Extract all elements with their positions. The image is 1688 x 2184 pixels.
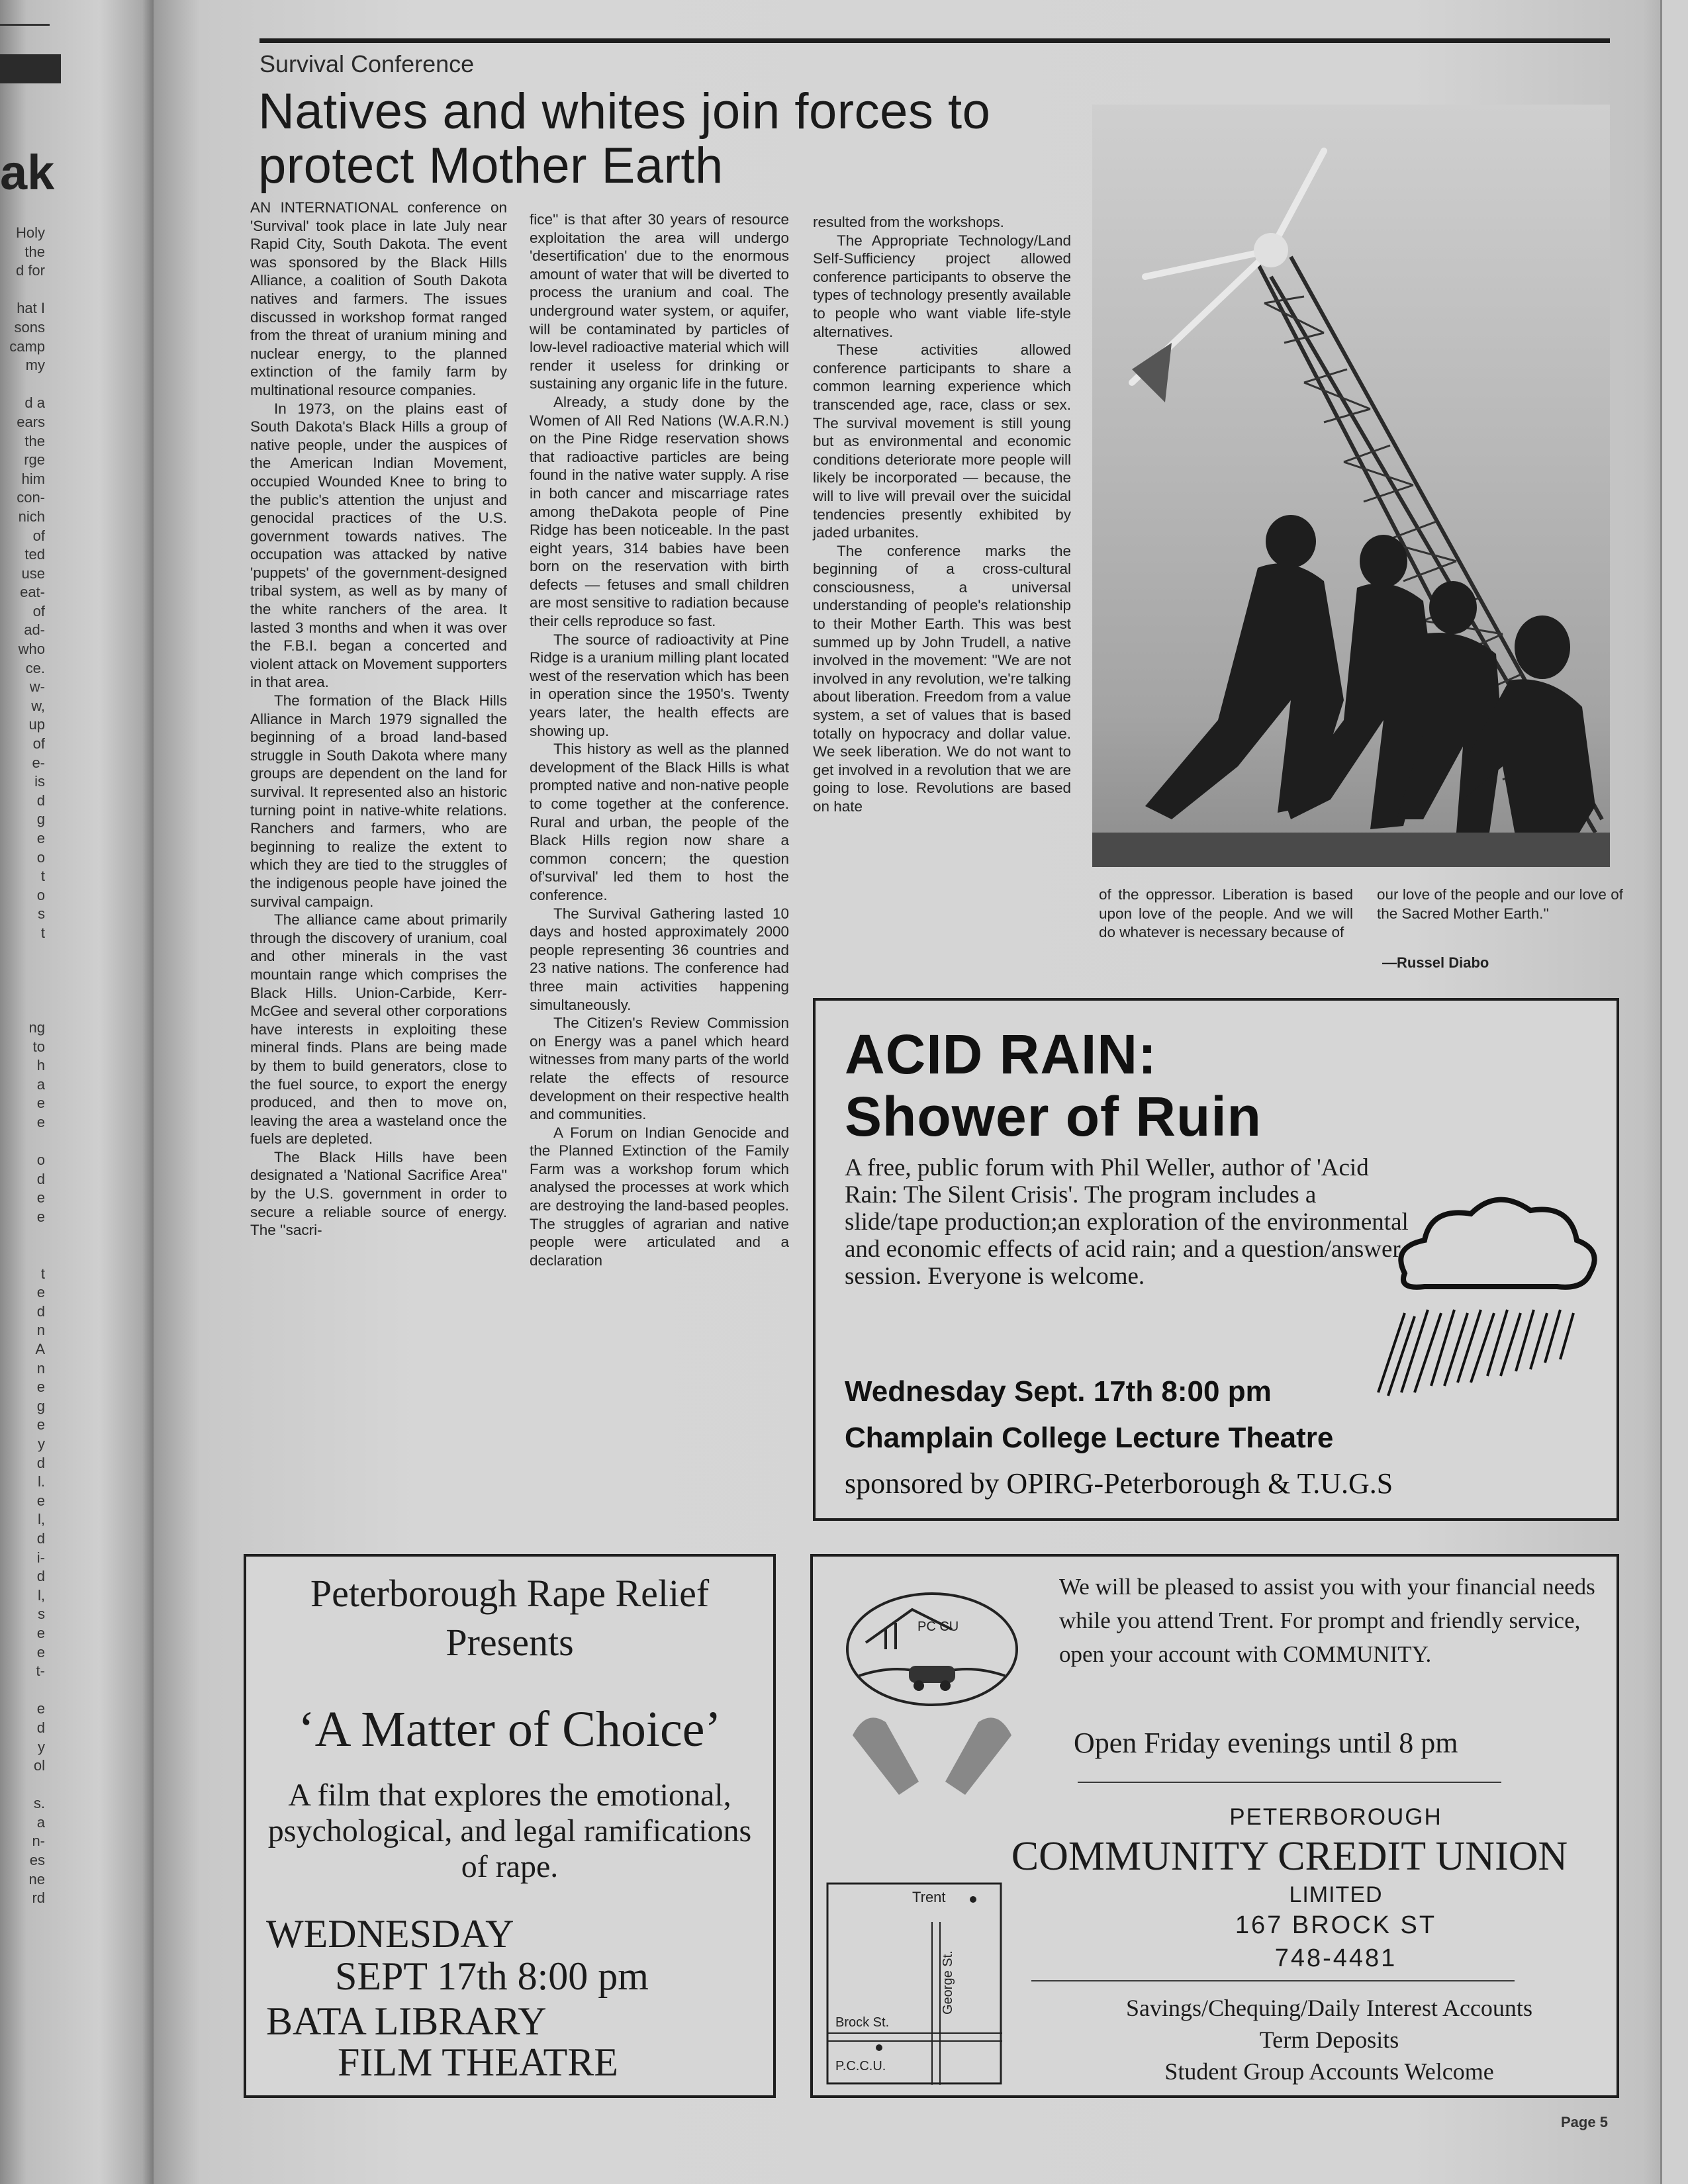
article-paragraph: These activities allowed conference participants to share a common learning experience which transcended age, race, class or sex. The survival movement is still young but as environmental and economic conditions deteriorate more people will likely be incorporated — because, the will to live will prevail over the suicidal tendencies presently exhibited by jaded urbanites. [813,341,1071,541]
text-fragment: of [32,527,45,544]
article-column-4-tail: of the oppressor. Liberation is based upon love of the people. And we will do whatever is necessary because of [1099,886,1353,941]
text-fragment: ol [33,1757,45,1774]
article-column-5-tail: our love of the people and our love of the Sacred Mother Earth.'' [1377,886,1623,922]
text-fragment [0,981,45,1000]
text-fragment: e [36,1208,45,1225]
wind-turbine-photo [1092,105,1610,867]
text-fragment: g [36,1397,45,1414]
acid-rain-description: A free, public forum with Phil Weller, author of 'Acid Rain: The Silent Crisis'. The program includes a slide/tape production;an exploration of the environmental and economic effects of acid rain; and a question/answer session. Everyone is welcome. [845,1154,1409,1290]
text-fragment: e [36,1643,45,1661]
text-fragment: the [24,243,45,260]
text-fragment: e [36,1095,45,1112]
rape-relief-ad [244,1554,776,2098]
credit-union-services [1031,1992,1627,2087]
previous-page-rule [0,24,50,26]
text-fragment: of [32,735,45,752]
text-fragment: e [36,1379,45,1396]
rape-relief-film-title: ‘A Matter of Choice’ [298,1702,722,1757]
text-fragment: l. [38,1473,45,1490]
text-fragment: d [36,1568,45,1585]
location-map [826,1882,1002,2085]
text-fragment: d [36,1719,45,1736]
credit-union-city: PETERBOROUGH [1229,1804,1442,1830]
article-paragraph: resulted from the workshops. [813,214,1004,230]
text-fragment: who [18,641,45,658]
article-paragraph: The Appropriate Technology/Land Self-Sufficiency project allowed conference participants to observe the types of technology presently available to people who want viable life-style alternatives. [813,232,1071,340]
text-fragment: s [38,905,45,923]
rape-relief-day: WEDNESDAY [266,1912,514,1956]
text-fragment: eat- [20,584,45,601]
credit-union-name: COMMUNITY CREDIT UNION [1011,1834,1568,1879]
text-fragment: ne [28,1870,45,1888]
text-fragment: h [36,1057,45,1074]
text-fragment: a [36,1075,45,1093]
previous-page-heading-fragment: ak [0,145,55,200]
text-fragment: hat I [17,300,45,317]
text-fragment: d [36,1529,45,1547]
credit-union-logo-icon [839,1583,1025,1801]
text-fragment [0,1226,45,1246]
credit-union-hours: Open Friday evenings until 8 pm [1074,1727,1458,1759]
article-paragraph: fice'' is that after 30 years of resource exploitation the area will undergo 'desertification' due to the enormous amount of water that will be diverted to process the uranium and coal. The underground water system, or aquifer, will be contaminated by particles of low-level radioactive material which will render it useless for drinking or sustaining any organic life in the future. [530,211,789,392]
text-fragment: d [36,1302,45,1320]
text-fragment: e [36,1700,45,1717]
previous-page-text-fragments [0,224,45,1908]
text-fragment [0,1681,45,1700]
service-item: Student Group Accounts Welcome [1164,2058,1494,2085]
text-fragment: e [36,1189,45,1206]
divider [1078,1782,1501,1783]
credit-union-limited: LIMITED [1289,1882,1383,1907]
text-fragment [0,1776,45,1795]
service-item: Term Deposits [1259,2026,1399,2053]
text-fragment: w- [29,678,45,696]
text-fragment: e [36,830,45,846]
text-fragment: e- [32,754,45,771]
text-fragment: n [36,1322,45,1339]
text-fragment: sons [14,318,45,336]
text-fragment: g [36,811,45,828]
text-fragment: t [40,1265,45,1282]
page-number: Page 5 [1561,2114,1608,2130]
credit-union-address: 167 BROCK ST [1235,1911,1437,1939]
text-fragment [0,281,45,300]
text-fragment: e [36,1113,45,1130]
previous-page-header-bar [0,54,61,83]
text-fragment: A [35,1341,45,1358]
text-fragment: es [29,1852,45,1869]
acid-rain-title-line-1: ACID RAIN: [845,1023,1157,1085]
article-column-3 [813,213,1071,816]
article-byline: —Russel Diabo [1382,954,1489,971]
text-fragment: ted [24,546,45,563]
text-fragment: rd [32,1889,45,1907]
divider [1031,1980,1515,1981]
text-fragment: n- [32,1833,45,1850]
text-fragment: o [36,886,45,903]
text-fragment: my [25,357,45,374]
text-fragment: t [40,868,45,885]
text-fragment: w, [31,697,45,714]
article-column-2 [530,210,789,1269]
credit-union-logo-text: PC CU [917,1619,959,1634]
article-paragraph: The Black Hills have been designated a 'National Sacrifice Area'' by the U.S. government in order to secure a reliable source of energy. The ''sacri- [250,1148,507,1239]
text-fragment: the [24,432,45,449]
text-fragment: d [36,1170,45,1187]
rape-relief-presents: Presents [445,1621,574,1664]
map-label-george-st: George St. [941,1950,955,2015]
text-fragment: Holy [15,224,45,241]
article-paragraph: The formation of the Black Hills Alliance in March 1979 signalled the beginning of a broad land-based struggle in South Dakota where many groups are dependent on the land for survival. It represented also an historic turning point in native-white relations. Ranchers and farmers, who are beginning to realize the extent to which they are tied to the struggles of the indigenous people have joined the survival campaign. [250,692,507,910]
text-fragment: o [36,1152,45,1169]
acid-rain-sponsor: sponsored by OPIRG-Peterborough & T.U.G.S [845,1467,1393,1500]
rape-relief-description: A film that explores the emotional, psychological, and legal ramifications of rape. [267,1778,752,1884]
wind-turbine-photo-image [1092,105,1610,867]
text-fragment: a [36,1813,45,1831]
text-fragment: e [36,1416,45,1433]
text-fragment: use [21,565,45,582]
acid-rain-ad [813,998,1619,1521]
text-fragment: ce. [25,659,45,676]
text-fragment: y [38,1435,45,1452]
article-paragraph: The source of radioactivity at Pine Ridge is a uranium milling plant located west of the reservation which has been in operation since the 1950's. Twenty years later, the health effects are showing up. [530,631,789,739]
text-fragment: e [36,1492,45,1509]
text-fragment: t [40,924,45,941]
article-paragraph: The Survival Gathering lasted 10 days and hosted approximately 2000 people representing 36 countries and 23 native nations. The conference had three main activities happening simultaneously. [530,905,789,1013]
text-fragment: camp [9,338,45,355]
text-fragment: l, [38,1511,45,1528]
credit-union-phone: 748-4481 [1274,1944,1397,1972]
acid-rain-venue: Champlain College Lecture Theatre [845,1422,1334,1454]
text-fragment: is [34,773,45,790]
text-fragment: him [21,470,45,487]
text-fragment: rge [24,451,45,469]
text-fragment: up [28,716,45,733]
credit-union-intro: We will be pleased to assist you with your financial needs while you attend Trent. For prompt and friendly service, open your account with COMMUNITY. [1059,1574,1595,1667]
acid-rain-title [845,1023,1262,1148]
service-item: Savings/Chequing/Daily Interest Accounts [1126,1995,1532,2021]
article-paragraph: AN INTERNATIONAL conference on 'Survival' took place in late July near Rapid City, South Dakota. The event was sponsored by the Black Hills Alliance, a coalition of South Dakota natives and farmers. The issues discussed in workshop format ranged from the threat of uranium mining and nuclear energy, to the planned extinction of the family farm by multinational resource companies. [250,199,507,398]
text-fragment: s. [33,1795,45,1812]
text-fragment: d [36,792,45,809]
article-kicker: Survival Conference [259,50,475,77]
text-fragment: d for [15,262,45,279]
text-fragment [0,1246,45,1265]
text-fragment: e [36,1624,45,1641]
text-fragment: ng [28,1019,45,1036]
text-fragment: d [36,1454,45,1471]
rape-relief-venue-line-1: BATA LIBRARY [266,1999,547,2043]
text-fragment: ears [17,413,45,430]
text-fragment: of [32,602,45,619]
rape-relief-organization: Peterborough Rape Relief [310,1572,710,1615]
article-paragraph: The conference marks the beginning of a cross-cultural consciousness, a universal understanding of people's relationship to their Mother Earth. This was best summed up by John Trudell, a native involved in the movement: ''We are not involved in any revolution, we're talking about liberation. Freedom from a value system, a set of values that is based totally on hypocracy and dollar value. We seek liberation. We do not want to get involved in a revolution that we are going to lose. Revolutions are based on hate [813,542,1071,815]
rape-relief-date: SEPT 17th 8:00 pm [335,1954,649,1998]
text-fragment: e [36,1284,45,1301]
text-fragment: y [38,1738,45,1755]
text-fragment [0,999,45,1019]
text-fragment: l, [38,1586,45,1604]
article-headline: Natives and whites join forces to protect Mother Earth [258,83,991,194]
text-fragment: to [32,1038,45,1055]
text-fragment [0,943,45,962]
article-paragraph: The Citizen's Review Commission on Energy was a panel which heard witnesses from many parts of the world relate the effects of resource development on their respective health and communities. [530,1015,789,1123]
map-label-pccu: P.C.C.U. [835,2059,886,2073]
page-edge [1660,0,1688,2184]
article-paragraph: This history as well as the planned development of the Black Hills is what prompted native and non-native people to come together at the conference. Rural and urban, the people of the Black Hills region now share a common concern; the question of'survival' led them to host the conference. [530,741,789,903]
previous-page-strip [0,0,154,2184]
map-label-trent: Trent [912,1889,946,1905]
top-rule [259,38,1610,43]
text-fragment: n [36,1359,45,1377]
article-paragraph: In 1973, on the plains east of South Dakota's Black Hills a group of native people, under the auspices of the American Indian Movement, occupied Wounded Knee to bring to the public's attention the unjust and genocidal practices of the U.S. government towards natives. The occupation was attacked by native 'puppets' of the government-designed tribal system, as well as by many of the white ranchers of the area. It lasted 3 months and when it was over the F.B.I. began a concerted and violent attack on Movement supporters in that area. [250,400,507,691]
text-fragment [0,1132,45,1152]
rape-relief-venue-line-2: FILM THEATRE [338,2040,618,2084]
article-column-1 [250,199,507,1240]
text-fragment: i- [36,1549,45,1566]
map-label-brock-st: Brock St. [835,2015,890,2030]
text-fragment: o [36,848,45,866]
text-fragment: d a [24,394,45,412]
text-fragment: nich [18,508,45,525]
text-fragment: s [38,1606,45,1623]
article-paragraph: A Forum on Indian Genocide and the Planned Extinction of the Family Farm was a workshop forum which analysed the processes at work which are destroying the land-based peoples. The struggles of agrarian and native people were articulated and a declaration [530,1124,789,1269]
article-paragraph: Already, a study done by the Women of All Red Nations (W.A.R.N.) on the Pine Ridge reservation shows that radioactive particles are being found in the native water supply. A rise in both cancer and miscarriage rates among theDakota people of Pine Ridge has been noticeable. In the past eight years, 314 babies have been born on the reservation with birth defects — fetuses and small children are most sensitive to radiation because their cells reproduce so fast. [530,393,789,630]
text-fragment: t- [36,1662,45,1680]
acid-rain-title-line-2: Shower of Ruin [845,1085,1262,1148]
article-paragraph: The alliance came about primarily through the discovery of uranium, coal and other minerals in the vast mountain range which comprises the Black Hills. Union-Carbide, Kerr-McGee and several other corporations have interests in exploiting these mineral finds. Plans are being made by them to build generators, close to the fuel source, to export the energy produced, and then to move on, leaving the area a wasteland once the fuels are depleted. [250,911,507,1148]
text-fragment [0,962,45,981]
text-fragment [0,375,45,394]
rain-cloud-icon [1365,1174,1603,1419]
acid-rain-date: Wednesday Sept. 17th 8:00 pm [845,1375,1272,1408]
credit-union-ad [810,1554,1619,2098]
text-fragment: ad- [24,621,45,639]
text-fragment: con- [17,489,45,506]
